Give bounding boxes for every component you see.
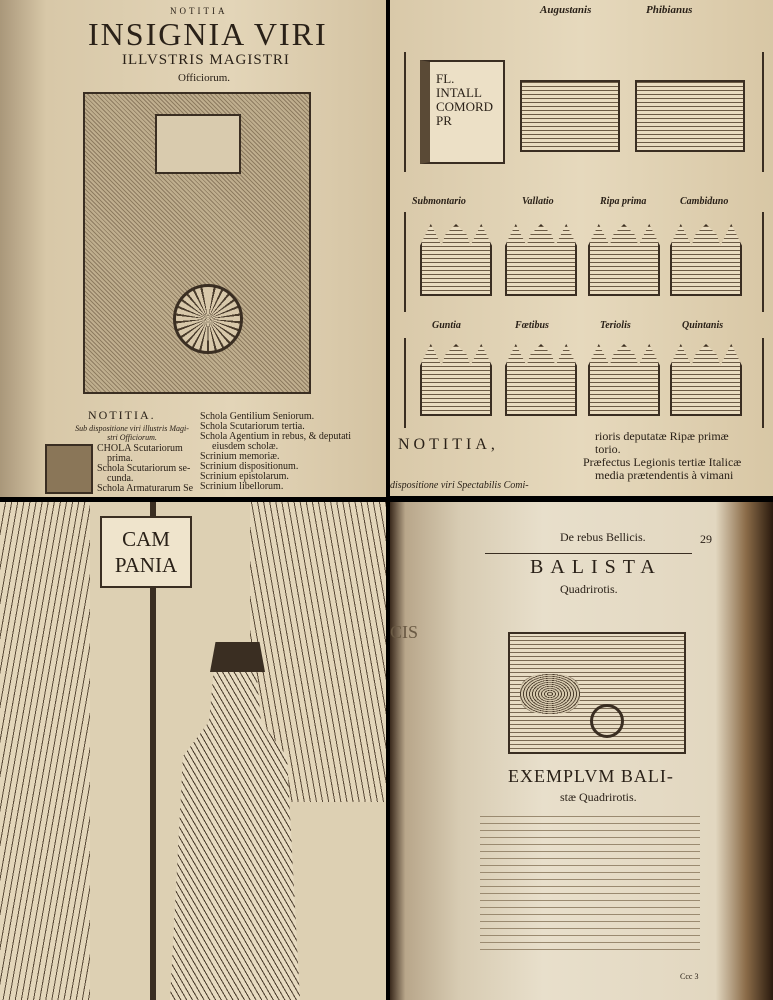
running-head: De rebus Bellicis. bbox=[560, 530, 646, 544]
text-line: cunda. bbox=[107, 473, 134, 484]
label: Teriolis bbox=[600, 320, 631, 331]
book-text: COMORD bbox=[436, 99, 494, 114]
label: Vallatio bbox=[522, 196, 554, 207]
text-line: Schola Scutariorum se- bbox=[97, 463, 191, 474]
text-line: Scrinium memoriæ. bbox=[200, 451, 280, 462]
text-line: Schola Armaturarum Se bbox=[97, 483, 194, 494]
text-line: Schola Agentium in rebus, & deputati bbox=[200, 431, 352, 442]
text-line: CHOLA Scutariorum bbox=[97, 443, 183, 454]
wheel bbox=[590, 704, 624, 738]
book-insignia bbox=[420, 60, 505, 164]
section-heading: NOTITIA, bbox=[398, 436, 499, 453]
text-line: Schola Gentilium Seniorum. bbox=[200, 411, 315, 422]
armored-horse bbox=[520, 674, 580, 714]
label: Cambiduno bbox=[680, 196, 729, 207]
decorated-initial-s bbox=[45, 444, 93, 494]
text-line: Scrinium dispositionum. bbox=[200, 461, 299, 472]
text-line: rioris deputatæ Ripæ primæ bbox=[595, 429, 729, 443]
label: Augustanis bbox=[540, 4, 592, 16]
page-subtitle: ILLVSTRIS MAGISTRI bbox=[122, 52, 290, 68]
photo-balista-page bbox=[390, 502, 773, 1000]
signature-mark: Ccc 3 bbox=[680, 972, 699, 981]
text-line: Præfectus Legionis tertiæ Italicæ bbox=[583, 455, 742, 469]
castle-illustration bbox=[420, 224, 492, 296]
label: Quintanis bbox=[682, 320, 724, 331]
text-line: Scrinium libellorum. bbox=[200, 481, 284, 492]
castle-illustration bbox=[670, 224, 742, 296]
book-text: FL. bbox=[436, 71, 455, 86]
woodcut-insignia-illustration bbox=[83, 92, 311, 394]
intro-text: dispositione viri Spectabilis Comi- bbox=[390, 480, 529, 491]
castle-illustration bbox=[505, 224, 577, 296]
right-column bbox=[200, 412, 351, 492]
intro-text bbox=[62, 424, 202, 442]
section-heading: NOTITIA. bbox=[88, 408, 156, 422]
castle-illustration bbox=[588, 344, 660, 416]
text-line: eiusdem scholæ. bbox=[212, 441, 279, 452]
photo-campania-woodcut bbox=[0, 502, 386, 1000]
castle-illustration bbox=[505, 344, 577, 416]
text-line: Scrinium epistolarum. bbox=[200, 471, 289, 482]
canopy bbox=[155, 114, 241, 174]
text-line: prima. bbox=[107, 453, 133, 464]
label: Phibianus bbox=[646, 4, 693, 16]
castle-illustration bbox=[670, 344, 742, 416]
fortress-illustration bbox=[635, 80, 745, 152]
running-head: NOTITIA bbox=[170, 6, 228, 16]
castle-illustration bbox=[420, 344, 492, 416]
label: Guntia bbox=[432, 320, 461, 331]
caption-2: stæ Quadrirotis. bbox=[560, 790, 637, 804]
woodcut-balista-chariot bbox=[508, 632, 686, 754]
intro-line: stri Officiorum. bbox=[107, 433, 157, 442]
castle-illustration bbox=[588, 224, 660, 296]
body-text-block bbox=[480, 814, 700, 954]
crown bbox=[210, 642, 265, 672]
page-number: 29 bbox=[700, 532, 712, 546]
left-page-fragment: CIS bbox=[390, 622, 419, 642]
right-column bbox=[583, 430, 741, 482]
left-column bbox=[97, 444, 193, 494]
shield-wheel bbox=[173, 284, 243, 354]
campania-banner bbox=[100, 516, 192, 588]
curtain-left bbox=[0, 502, 90, 1000]
banner-text: PANIA bbox=[114, 553, 178, 577]
text-line: torio. bbox=[595, 442, 621, 456]
page-subtitle: Quadrirotis. bbox=[560, 582, 618, 596]
page-subtitle-2: Officiorum. bbox=[178, 72, 231, 84]
banner-text: CAM bbox=[122, 527, 170, 551]
label: Ripa prima bbox=[600, 196, 647, 207]
label: Submontario bbox=[412, 196, 466, 207]
page-title: BALISTA bbox=[530, 556, 662, 578]
book-text: PR bbox=[436, 113, 452, 128]
caption: EXEMPLVM BALI- bbox=[508, 766, 674, 786]
text-line: Schola Scutariorum tertia. bbox=[200, 421, 305, 432]
text-line: media prætendentis à vimani bbox=[595, 468, 734, 482]
label: Fœtibus bbox=[515, 320, 549, 331]
photo-insignia-viri-page bbox=[0, 0, 386, 497]
rule bbox=[485, 553, 692, 554]
fortress-illustration bbox=[520, 80, 620, 152]
page-title: INSIGNIA VIRI bbox=[88, 16, 328, 52]
photo-fortifications-page bbox=[390, 0, 773, 496]
book-text: INTALL bbox=[436, 85, 482, 100]
intro-line: Sub dispositione viri illustris Magi- bbox=[75, 424, 189, 433]
